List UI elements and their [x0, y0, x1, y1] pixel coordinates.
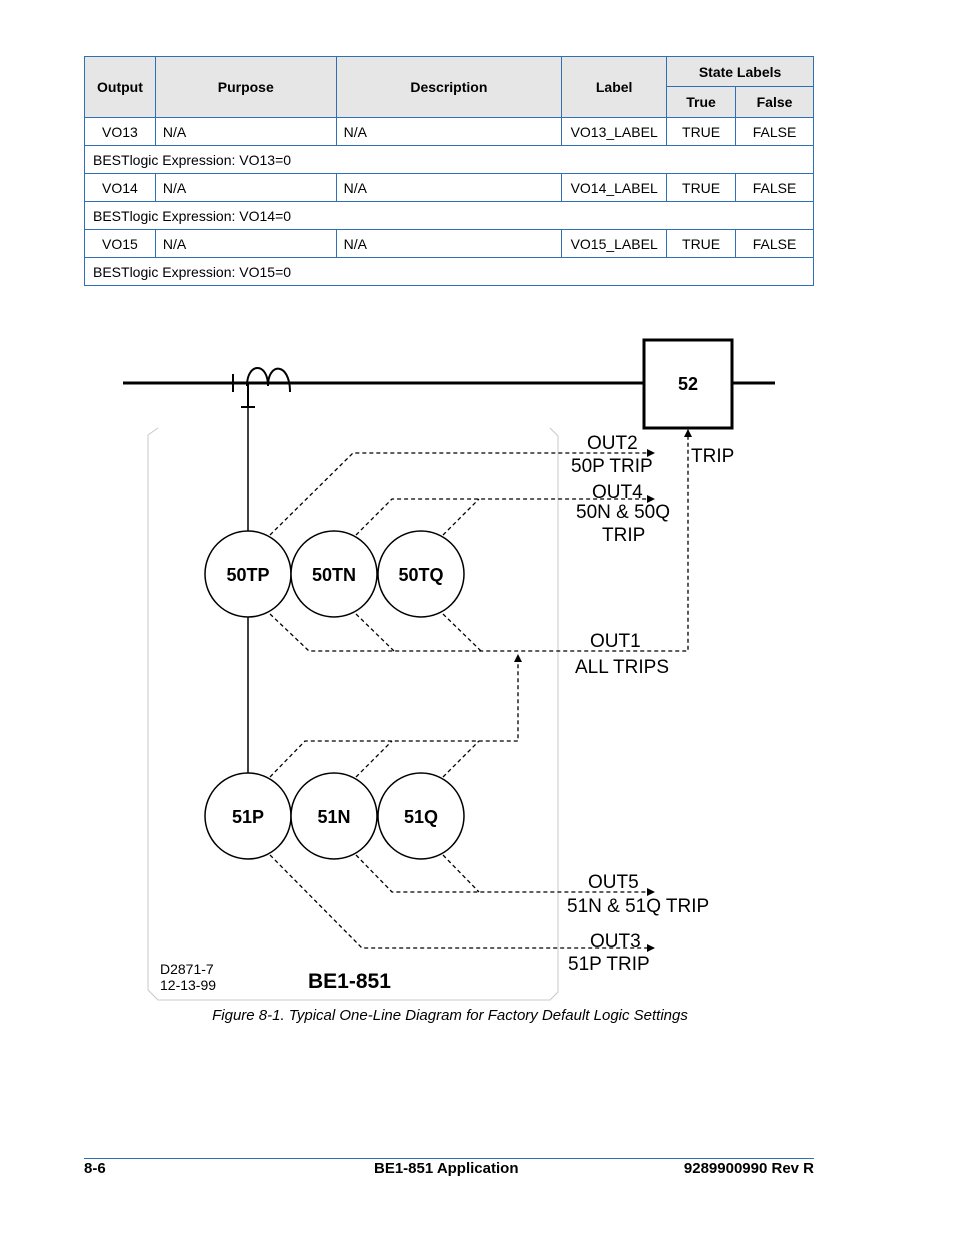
- cell-expression: BESTlogic Expression: VO13=0: [85, 146, 814, 174]
- out2-desc: 50P TRIP: [571, 456, 653, 477]
- header-label: Label: [562, 57, 667, 118]
- footer-page-number: 8-6: [84, 1160, 106, 1177]
- drawing-id: D2871-7: [160, 961, 214, 977]
- header-purpose: Purpose: [155, 57, 336, 118]
- header-state-labels: State Labels: [667, 57, 814, 87]
- header-true: True: [667, 87, 736, 118]
- out1-51-line: [270, 655, 518, 777]
- out3-name: OUT3: [590, 931, 641, 952]
- cell-expression: BESTlogic Expression: VO15=0: [85, 258, 814, 286]
- footer-rule: [84, 1158, 814, 1159]
- breaker-52: [644, 340, 732, 428]
- out1-desc: ALL TRIPS: [575, 657, 669, 678]
- out1-51-branch-q: [443, 741, 479, 777]
- device-name: BE1-851: [308, 970, 391, 993]
- out2-name: OUT2: [587, 433, 638, 454]
- cell-description: N/A: [336, 174, 562, 202]
- relay-50tq-label: 50TQ: [398, 565, 444, 585]
- header-description: Description: [336, 57, 562, 118]
- cell-description: N/A: [336, 230, 562, 258]
- expression-row: [85, 202, 814, 230]
- out4-branch: [443, 499, 479, 535]
- footer-section: BE1-851 Application: [374, 1160, 519, 1177]
- out4-desc-1: 50N & 50Q: [576, 502, 670, 523]
- relay-50tn-label: 50TN: [311, 565, 357, 585]
- cell-output: VO15: [85, 230, 156, 258]
- footer-doc-number: 9289900990 Rev R: [683, 1160, 814, 1177]
- out5-name: OUT5: [588, 872, 639, 893]
- one-line-diagram: [0, 330, 954, 1010]
- out4-name: OUT4: [592, 482, 643, 503]
- out1-name: OUT1: [590, 631, 641, 652]
- relay-51p-label: 51P: [231, 807, 265, 827]
- cell-true: TRUE: [667, 174, 736, 202]
- relay-boundary: [148, 428, 558, 1000]
- cell-label: VO14_LABEL: [562, 174, 667, 202]
- cell-purpose: N/A: [155, 230, 336, 258]
- breaker-label: 52: [677, 374, 699, 394]
- output-logic-table: [84, 56, 814, 286]
- figure-caption: Figure 8-1. Typical One-Line Diagram for Factory Default Logic Settings: [212, 1007, 688, 1024]
- cell-output: VO14: [85, 174, 156, 202]
- expression-row: [85, 258, 814, 286]
- cell-description: N/A: [336, 118, 562, 146]
- cell-purpose: N/A: [155, 118, 336, 146]
- out3-desc: 51P TRIP: [568, 954, 650, 975]
- table-row: [85, 118, 814, 146]
- out5-branch: [443, 855, 479, 892]
- cell-false: FALSE: [736, 118, 814, 146]
- drawing-date: 12-13-99: [160, 977, 217, 993]
- out1-branch-50tq: [443, 614, 481, 651]
- cell-true: TRUE: [667, 230, 736, 258]
- cell-label: VO13_LABEL: [562, 118, 667, 146]
- table-row: [85, 174, 814, 202]
- cell-expression: BESTlogic Expression: VO14=0: [85, 202, 814, 230]
- cell-false: FALSE: [736, 174, 814, 202]
- out1-51-branch-n: [356, 741, 392, 777]
- cell-false: FALSE: [736, 230, 814, 258]
- relay-51n-label: 51N: [317, 807, 351, 827]
- relay-51q-label: 51Q: [403, 807, 439, 827]
- out1-branch-50tn: [356, 614, 394, 651]
- cell-label: VO15_LABEL: [562, 230, 667, 258]
- header-output: Output: [85, 57, 156, 118]
- trip-label: TRIP: [691, 446, 735, 467]
- expression-row: [85, 146, 814, 174]
- table-row: [85, 230, 814, 258]
- out5-desc: 51N & 51Q TRIP: [567, 896, 710, 917]
- cell-purpose: N/A: [155, 174, 336, 202]
- cell-true: TRUE: [667, 118, 736, 146]
- cell-output: VO13: [85, 118, 156, 146]
- header-false: False: [736, 87, 814, 118]
- out4-desc-2: TRIP: [602, 525, 646, 546]
- relay-50tp-label: 50TP: [226, 565, 270, 585]
